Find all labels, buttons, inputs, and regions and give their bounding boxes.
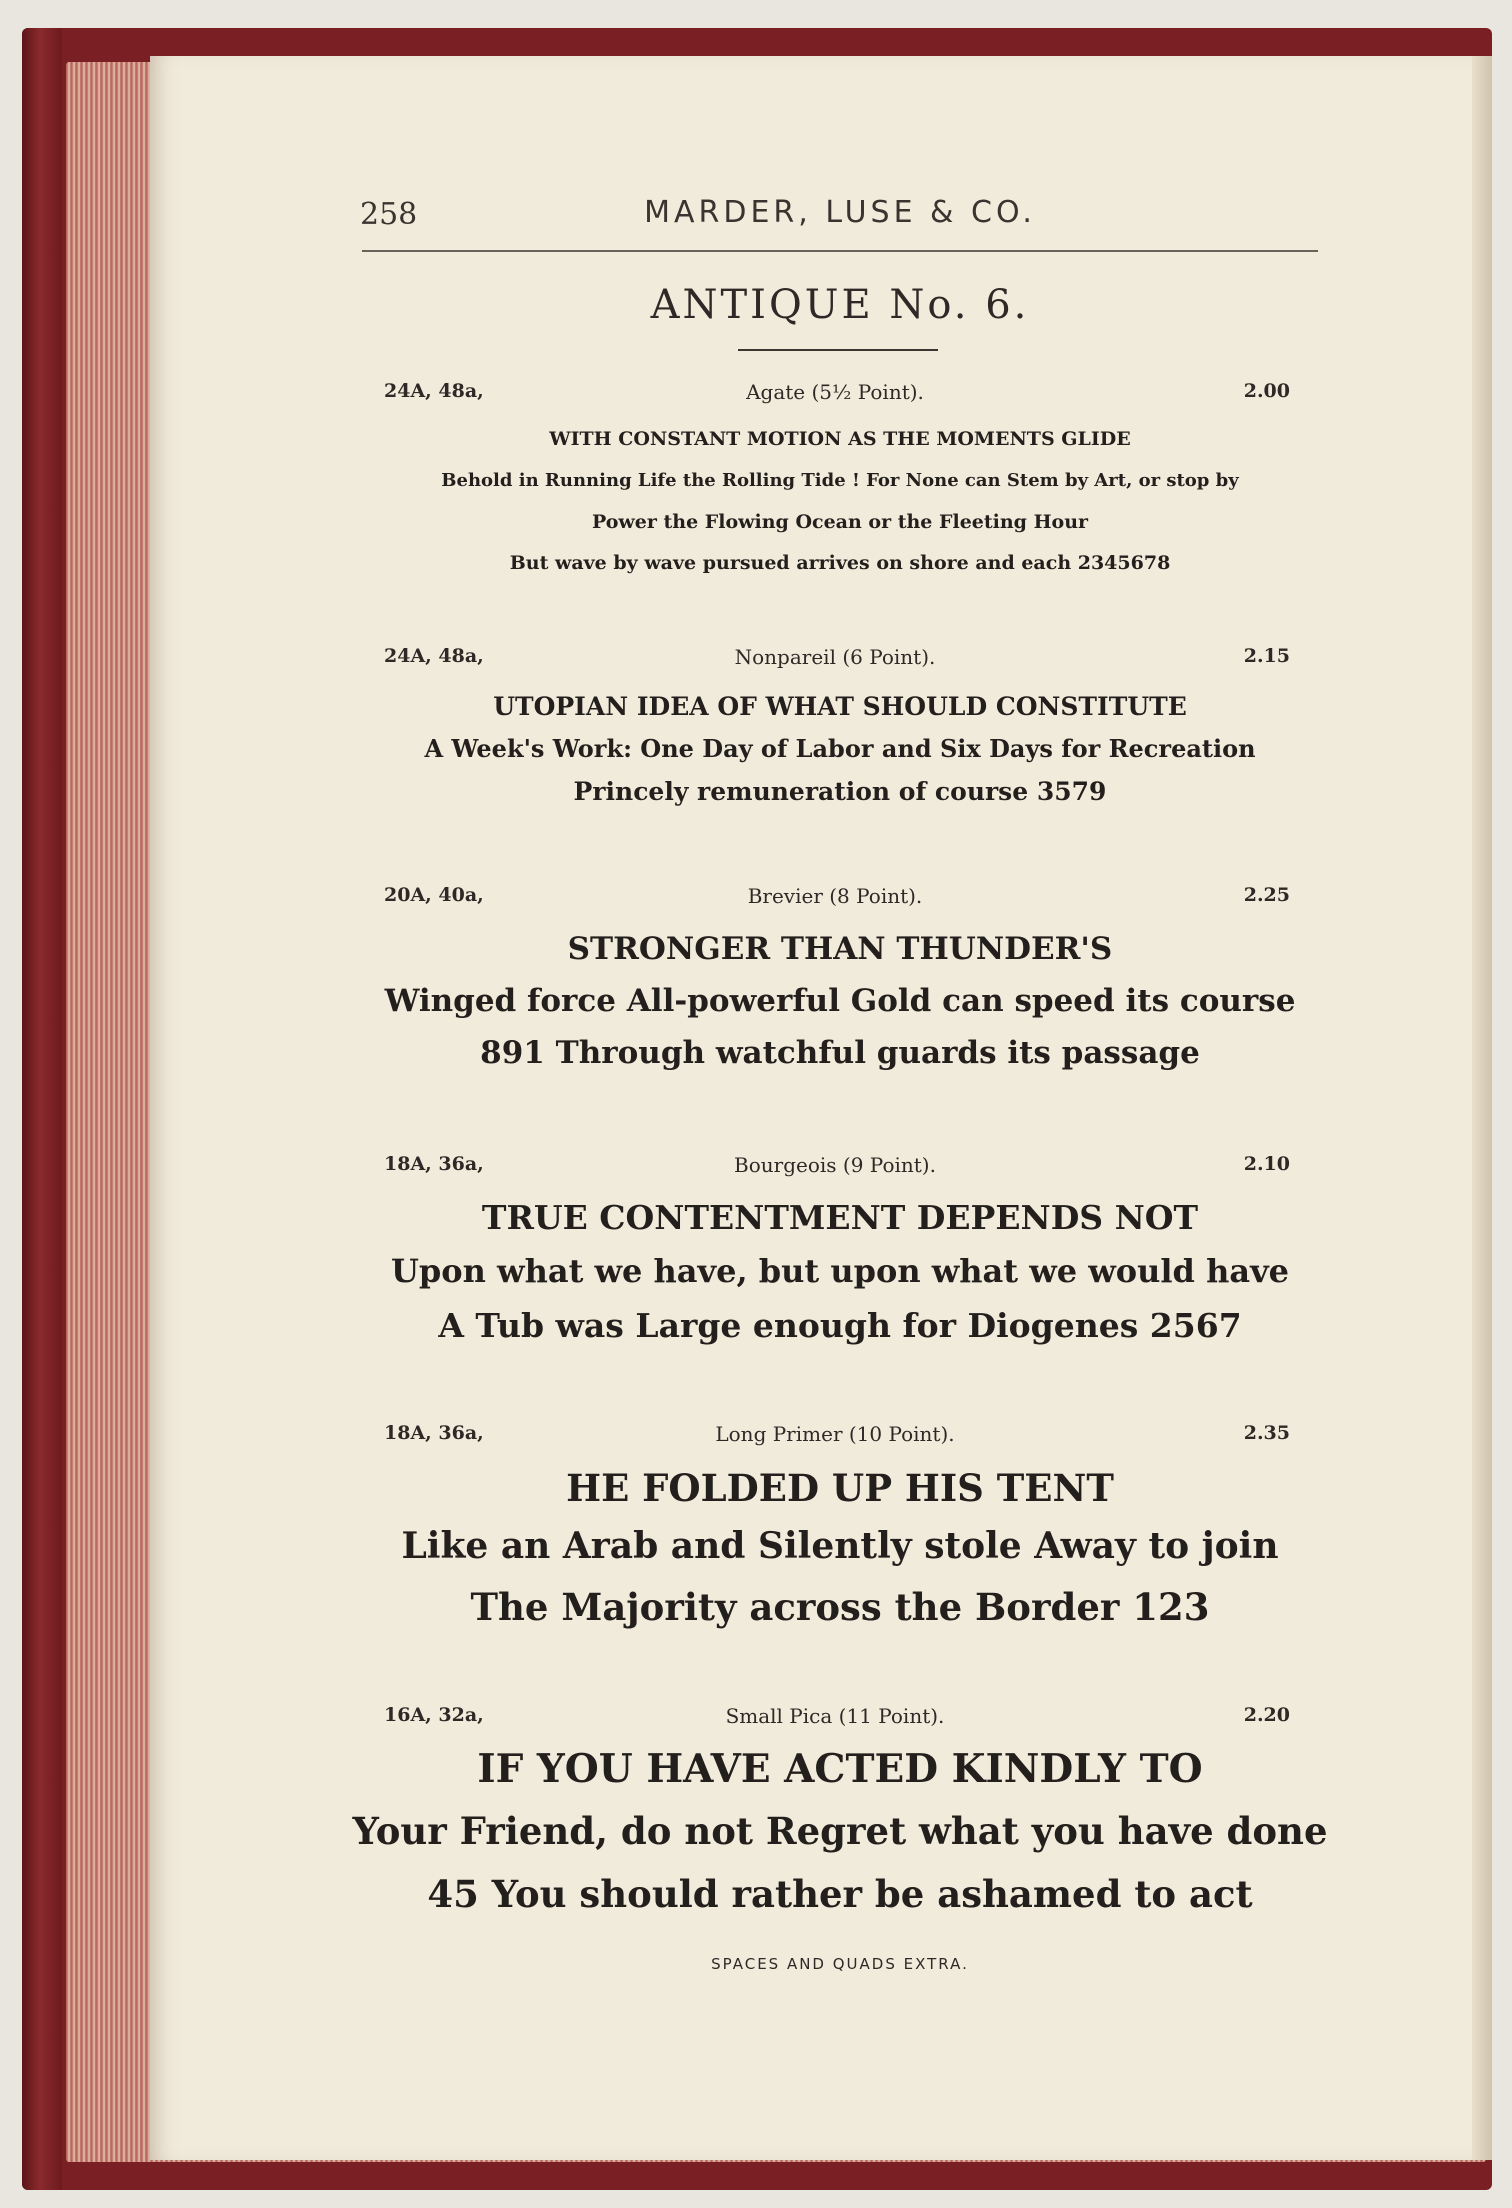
font-price: 2.20 [1243, 1704, 1290, 1726]
specimen-line: Behold in Running Life the Rolling Tide ! For None can Stem by Art, or stop by [441, 470, 1239, 491]
font-size-name: Small Pica (11 Point). [725, 1704, 945, 1728]
footer-note: SPACES AND QUADS EXTRA. [711, 1955, 969, 1973]
specimen-line: HE FOLDED UP HIS TENT [566, 1466, 1114, 1510]
font-quantity: 24A, 48a, [384, 645, 484, 667]
font-quantity: 20A, 40a, [384, 884, 484, 906]
font-quantity: 18A, 36a, [384, 1422, 484, 1444]
specimen-line: WITH CONSTANT MOTION AS THE MOMENTS GLIDE [549, 428, 1131, 450]
specimen-line: Like an Arab and Silently stole Away to join [401, 1525, 1279, 1567]
specimen-line: The Majority across the Border 123 [470, 1585, 1210, 1629]
specimen-line: 891 Through watchful guards its passage [480, 1035, 1200, 1071]
specimen-title: ANTIQUE No. 6. [650, 282, 1030, 328]
running-head [360, 195, 1320, 255]
font-quantity: 24A, 48a, [384, 380, 484, 402]
font-size-name: Brevier (8 Point). [747, 884, 923, 908]
specimen-line: Upon what we have, but upon what we would have [390, 1252, 1290, 1290]
specimen-spec-brevier [380, 884, 1290, 914]
font-size-name: Agate (5½ Point). [746, 380, 924, 404]
font-quantity: 18A, 36a, [384, 1153, 484, 1175]
title-rule [738, 349, 938, 351]
book-spine [22, 28, 62, 2190]
specimen-line: Your Friend, do not Regret what you have done [352, 1809, 1328, 1853]
specimen-line: Princely remuneration of course 3579 [573, 777, 1107, 806]
specimen-line: Winged force All-powerful Gold can speed its course [384, 983, 1296, 1019]
specimen-line: 45 You should rather be ashamed to act [427, 1872, 1253, 1916]
font-price: 2.35 [1243, 1422, 1290, 1444]
specimen-spec-agate [380, 380, 1290, 410]
specimen-line: IF YOU HAVE ACTED KINDLY TO [477, 1746, 1203, 1792]
specimen-spec-nonpareil [380, 645, 1290, 675]
font-price: 2.25 [1243, 884, 1290, 906]
page-gutter-edge [1472, 56, 1492, 2160]
specimen-line: A Tub was Large enough for Diogenes 2567 [438, 1306, 1242, 1345]
font-quantity: 16A, 32a, [384, 1704, 484, 1726]
specimen-line: But wave by wave pursued arrives on shore and each 2345678 [509, 552, 1171, 574]
font-price: 2.00 [1243, 380, 1290, 402]
specimen-spec-small-pica [380, 1704, 1290, 1734]
page-number: 258 [360, 197, 418, 232]
font-price: 2.15 [1243, 645, 1290, 667]
font-size-name: Bourgeois (9 Point). [734, 1153, 936, 1177]
header-rule [362, 250, 1318, 252]
font-price: 2.10 [1243, 1153, 1290, 1175]
specimen-line: TRUE CONTENTMENT DEPENDS NOT [481, 1198, 1199, 1237]
specimen-line: A Week's Work: One Day of Labor and Six Days for Recreation [424, 734, 1256, 763]
specimen-line: UTOPIAN IDEA OF WHAT SHOULD CONSTITUTE [493, 692, 1187, 721]
specimen-line: Power the Flowing Ocean or the Fleeting Hour [591, 511, 1089, 533]
specimen-line: STRONGER THAN THUNDER'S [567, 931, 1113, 967]
font-size-name: Nonpareil (6 Point). [734, 645, 936, 669]
font-size-name: Long Primer (10 Point). [715, 1422, 955, 1446]
specimen-spec-bourgeois [380, 1153, 1290, 1183]
specimen-spec-long-primer [380, 1422, 1290, 1452]
publisher-name: MARDER, LUSE & CO. [644, 195, 1036, 230]
